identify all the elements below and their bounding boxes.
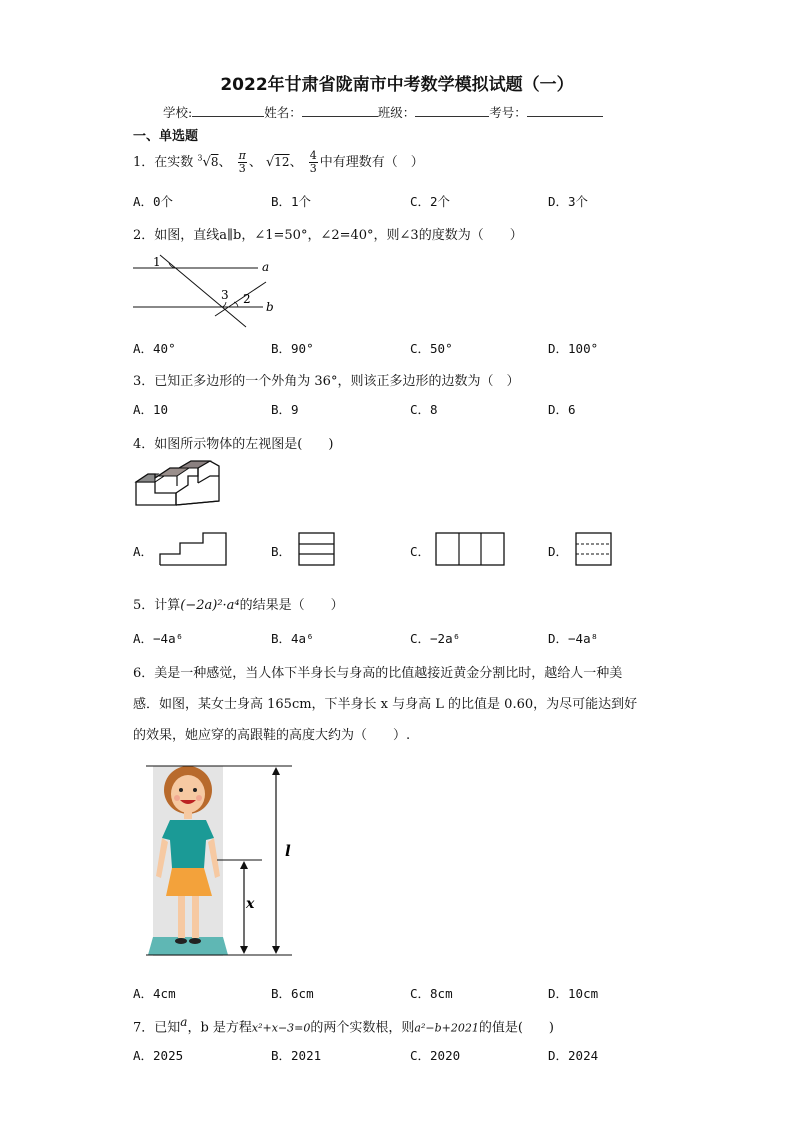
q7-expression: a²−b+2021: [414, 1021, 479, 1035]
q4-option-b[interactable]: B．: [271, 544, 292, 559]
q5-option-d[interactable]: D．−4a⁸: [548, 631, 599, 646]
label-2: 2: [243, 292, 251, 306]
q6-option-a[interactable]: A．4cm: [133, 986, 176, 1001]
cube-root-8: $^3$√8: [197, 153, 219, 170]
q7-option-c[interactable]: C．2020: [410, 1048, 461, 1063]
skirt: [166, 868, 212, 896]
four-thirds: $\frac{4}{3}$: [309, 149, 317, 175]
label-1: 1: [153, 255, 161, 269]
name-field[interactable]: [302, 104, 378, 117]
question-1: [133, 150, 424, 175]
q7-option-b[interactable]: B．2021: [271, 1048, 322, 1063]
label-b: b: [266, 300, 274, 314]
q3-option-c[interactable]: C．8: [410, 402, 438, 417]
q4-option-a[interactable]: A．: [133, 544, 154, 559]
parallel-lines-figure: [130, 250, 280, 330]
label-3: 3: [221, 288, 229, 302]
floor: [148, 937, 228, 955]
q4-option-d-figure[interactable]: [574, 531, 614, 567]
q4-option-a-figure[interactable]: [158, 531, 228, 567]
cube-root-index: 3: [197, 153, 203, 163]
q5-prefix: 5．计算: [133, 598, 181, 613]
separator: 、: [218, 155, 232, 170]
q1-suffix: 中有理数有（ ）: [319, 155, 424, 170]
q5-expression: (−2a)²·a⁴: [180, 598, 240, 613]
separator: 、: [248, 155, 262, 170]
question-6-line-1: 6．美是一种感觉，当人体下半身长与身高的比值越接近黄金分割比时，越给人一种美: [133, 666, 623, 681]
label-l: l: [285, 842, 291, 860]
q4-option-c[interactable]: C．: [410, 544, 431, 559]
q3-option-a[interactable]: A．10: [133, 402, 169, 417]
label-x: x: [246, 896, 255, 912]
q2-option-d[interactable]: D．100°: [548, 341, 599, 356]
radicand-8: 8: [210, 155, 219, 169]
staircase-object-figure: [133, 458, 225, 514]
face: [171, 775, 205, 813]
radicand-12: 12: [274, 155, 290, 169]
angle-3-arc: [222, 302, 226, 307]
q4-option-d[interactable]: D．: [548, 544, 569, 559]
q3-option-b[interactable]: B．9: [271, 402, 299, 417]
q5-option-b[interactable]: B．4a⁶: [271, 631, 314, 646]
question-5: [133, 594, 344, 613]
class-field[interactable]: [415, 104, 489, 117]
q6-option-d[interactable]: D．10cm: [548, 986, 599, 1001]
exam-no-label: 考号：: [489, 105, 527, 120]
q7-var-a: a: [180, 1015, 188, 1029]
q4-option-b-figure[interactable]: [297, 531, 337, 567]
pi-over-3: $\frac{\pi}{3}$: [238, 149, 246, 175]
q1-option-c[interactable]: C．2个: [410, 194, 451, 209]
q1-option-b[interactable]: B．1个: [271, 194, 312, 209]
question-4: 4．如图所示物体的左视图是( ): [133, 437, 334, 452]
class-label: 班级：: [377, 105, 416, 120]
q4-option-c-figure[interactable]: [434, 531, 506, 567]
separator: 、: [289, 155, 303, 170]
question-7: [133, 1015, 554, 1035]
q3-option-d[interactable]: D．6: [548, 402, 576, 417]
q7-mid: ，b 是方程: [187, 1020, 252, 1036]
q5-option-a[interactable]: A．−4a⁶: [133, 631, 184, 646]
q5-suffix: 的结果是（ ）: [239, 598, 344, 613]
q2-option-c[interactable]: C．50°: [410, 341, 453, 356]
q1-option-d[interactable]: D．3个: [548, 194, 589, 209]
label-a: a: [262, 260, 270, 274]
school-field[interactable]: [192, 104, 264, 117]
shoe-right: [189, 938, 201, 944]
school-label: 学校:: [163, 105, 193, 120]
page-title: 2022年甘肃省陇南市中考数学模拟试题（一）: [220, 75, 574, 95]
q6-option-c[interactable]: C．8cm: [410, 986, 453, 1001]
sqrt-12: √12: [266, 155, 290, 170]
q2-option-b[interactable]: B．90°: [271, 341, 314, 356]
student-info-line: [163, 103, 603, 121]
q6-option-b[interactable]: B．6cm: [271, 986, 314, 1001]
exam-no-field[interactable]: [527, 104, 603, 117]
q7-option-d[interactable]: D．2024: [548, 1048, 599, 1063]
q1-option-a[interactable]: A．0个: [133, 194, 174, 209]
q7-suffix: 的值是( ): [478, 1020, 554, 1036]
transversal-1: [160, 255, 246, 327]
shoe-left: [175, 938, 187, 944]
name-label: 姓名：: [264, 105, 302, 120]
q5-option-c[interactable]: C．−2a⁶: [410, 631, 461, 646]
q7-mid2: 的两个实数根，则: [310, 1020, 415, 1036]
question-3: 3．已知正多边形的一个外角为 36°，则该正多边形的边数为（ ）: [133, 374, 520, 389]
section-heading: 一、单选题: [133, 129, 199, 144]
q2-option-a[interactable]: A．40°: [133, 341, 176, 356]
woman-height-figure: [142, 760, 302, 960]
q1-prefix: 1．在实数: [133, 155, 194, 170]
question-2: 2．如图，直线a∥b，∠1=50°，∠2=40°，则∠3的度数为（ ）: [133, 228, 523, 243]
q7-equation: x²+x−3=0: [251, 1021, 311, 1035]
question-6-line-3: 的效果，她应穿的高跟鞋的高度大约为（ ）.: [133, 728, 411, 743]
question-6-line-2: 感．如图，某女士身高 165cm，下半身长 x 与身高 L 的比值是 0.60，为尽可能达到好: [133, 697, 638, 712]
q7-prefix: 7．已知: [133, 1020, 181, 1036]
q7-option-a[interactable]: A．2025: [133, 1048, 184, 1063]
